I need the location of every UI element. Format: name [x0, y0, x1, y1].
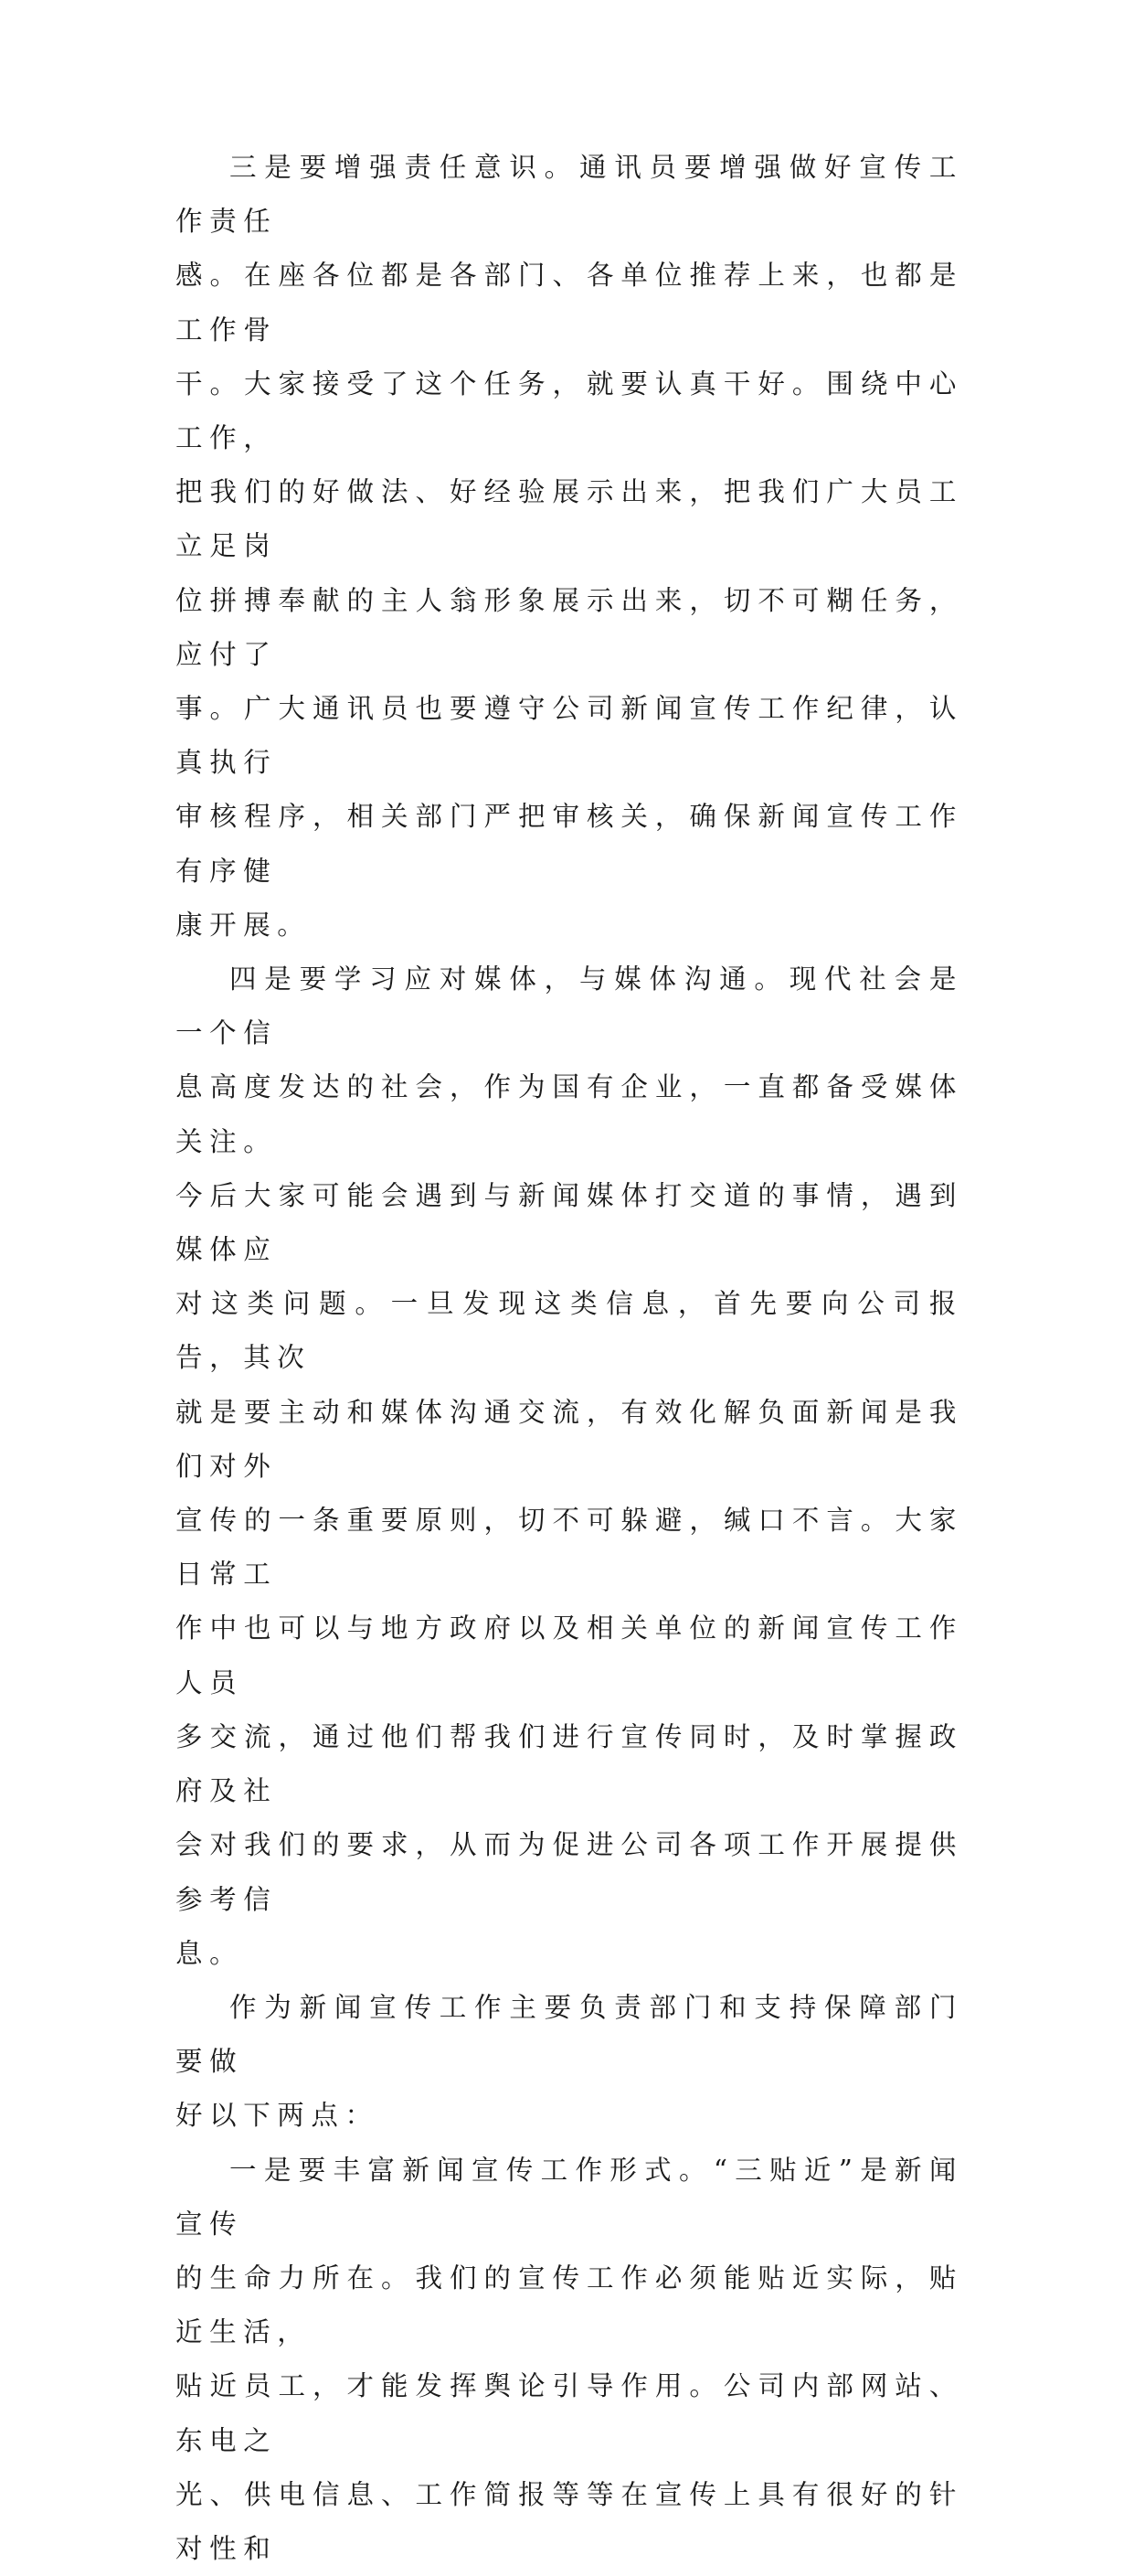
- paragraph-media: 四是要学习应对媒体，与媒体沟通。现代社会是一个信 息高度发达的社会，作为国有企业，一直都备受媒体关注。 今后大家可能会遇到与新闻媒体打交道的事情，遇到媒体应 对这类问题。一旦发现这类信息，首先要向公司报告，其次 就是要主动和媒体沟通交流，有效化解负面新闻是我们对外 宣传的一条重要原则，切不可躲避，缄口不言。大家日常工 作中也可以与地方政府以及相关单位的新闻宣传工作人员 多交流，通过他们帮我们进行宣传同时，及时掌握政府及社 会对我们的要求，从而为促进公司各项工作开展提供参考信 息。: [175, 963, 963, 1969]
- paragraph-departments: 作为新闻宣传工作主要负责部门和支持保障部门要做 好以下两点：: [175, 1991, 963, 2132]
- document-body: [175, 141, 963, 2576]
- paragraph-responsibility: 三是要增强责任意识。通讯员要增强做好宣传工作责任 感。在座各位都是各部门、各单位推荐上来，也都是工作骨 干。大家接受了这个任务，就要认真干好。围绕中心工作， 把我们的好做法、好经验展示出来，把我们广大员工立足岗 位拼搏奉献的主人翁形象展示出来，切不可糊任务，应付了 事。广大通讯员也要遵守公司新闻宣传工作纪律，认真执行 审核程序，相关部门严把审核关，确保新闻宣传工作有序健 康开展。: [175, 152, 963, 941]
- paragraph-publicity-forms: 一是要丰富新闻宣传工作形式。“三贴近”是新闻宣传 的生命力所在。我们的宣传工作必须能贴近实际，贴近生活， 贴近员工，才能发挥舆论引导作用。公司内部网站、东电之 光、供电信息、工作简报等等在宣传上具有很好的针对性和: [175, 2154, 963, 2564]
